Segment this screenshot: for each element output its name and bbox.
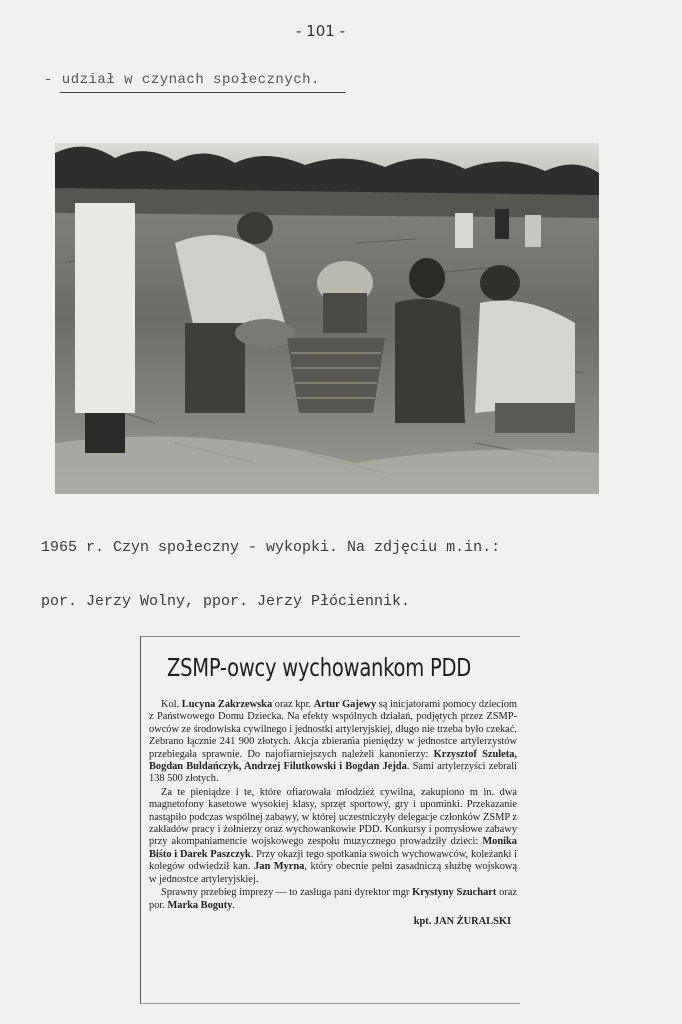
newspaper-clipping [140, 636, 520, 1004]
clipping-signature: kpt. JAN ŻURALSKI [413, 915, 511, 927]
clipping-paragraph-2: Za te pieniądze i te, które ofiarowała młodzież cywilna, zakupiono m in. dwa magnetofony kasetowe wysokiej klasy, sprzęt sportowy, gry i upominki. Przekazanie nastąpiło podczas wspólnej zabawy, w której uczestniczyły delegacje członków ZSMP z zakładów pracy i żołnierzy oraz wychowankowie PDD. Konkursy i pomysłowe zabawy przy akompaniamencie wojskowego zespołu muzycznego prowadziły dzieci: Monika Biśto i Darek Paszczyk. Przy okazji tego spotkania swoich wychowawców, koleżanki i kolegów odwiedził kan. Jan Myrna, który obecnie pełni zasadniczą służbę wojskową w jednostce artyleryjskiej. [149, 786, 518, 885]
clipping-paragraph-1: Kol. Lucyna Zakrzewska oraz kpr. Artur Gajewy są inicjatorami pomocy dzieciom z Państwowego Domu Dziecka. Na efekty wspólnych działań, podjętych przez ZSMP-owców ze środowiska cywilnego i jednostki artyleryjskiej, długo nie trzeba było czekać. Zebrano łącznie 241 900 złotych. Akcja zbierania pieniędzy w jednostce artylerzystów przebiegała sprawnie. Do najofiarniejszych należeli kanonierzy: Krzysztof Szuleta, Bogdan Buldańczyk, Andrzej Filutkowski i Bogdan Jejda. Sami artylerzyści zebrali 138 500 złotych. [149, 699, 517, 785]
clipping-paragraph-3: Sprawny przebieg imprezy — to zasługa pani dyrektor mgr Krystyny Szuchart oraz por. Marka Boguty. [149, 887, 517, 911]
clipping-title: ZSMP-owcy wychowankom PDD [167, 653, 472, 682]
caption-line-1: 1965 r. Czyn społeczny - wykopki. Na zdjęciu m.in.: [41, 539, 501, 556]
harvest-photo [55, 143, 599, 494]
caption-line-2: por. Jerzy Wolny, ppor. Jerzy Płóciennik. [41, 593, 411, 610]
clipping-body [149, 699, 517, 929]
photo-potato-harvest-icon [55, 143, 599, 494]
page-number: - 101 - [296, 22, 345, 40]
section-heading: - udział w czynach społecznych. [44, 72, 320, 88]
photo-caption [41, 503, 641, 629]
heading-underline [60, 92, 345, 93]
